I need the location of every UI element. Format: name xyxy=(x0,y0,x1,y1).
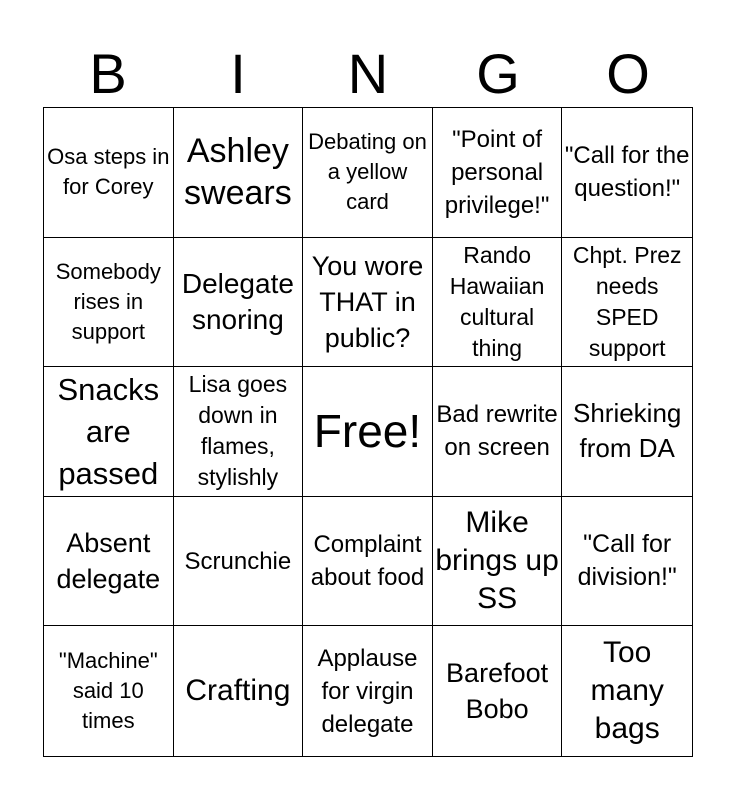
cell-text: Bad rewrite on screen xyxy=(436,401,558,462)
cell-text: Delegate snoring xyxy=(181,267,294,335)
bingo-cell[interactable] xyxy=(174,367,304,497)
header-letter-o: O xyxy=(606,42,650,105)
cell-text: Rando Hawaiian cultural thing xyxy=(449,241,545,361)
cell-text: "Point of personal privilege!" xyxy=(444,125,550,219)
cell-text: Somebody rises in support xyxy=(55,258,161,344)
bingo-cell[interactable] xyxy=(433,238,563,368)
header-letter-n: N xyxy=(347,42,389,105)
bingo-cell[interactable] xyxy=(433,626,563,756)
cell-text: Shrieking from DA xyxy=(572,398,682,464)
bingo-cell[interactable] xyxy=(44,497,174,627)
bingo-board xyxy=(43,107,693,757)
bingo-cell[interactable] xyxy=(174,626,304,756)
bingo-cell[interactable] xyxy=(44,367,174,497)
bingo-cell[interactable] xyxy=(433,108,563,238)
cell-text: Applause for virgin delegate xyxy=(317,644,418,738)
bingo-cell[interactable] xyxy=(433,497,563,627)
bingo-cell[interactable] xyxy=(174,497,304,627)
cell-text: Mike brings up SS xyxy=(435,506,559,616)
bingo-cell[interactable] xyxy=(174,108,304,238)
bingo-cell[interactable] xyxy=(433,367,563,497)
cell-text: Osa steps in for Corey xyxy=(47,144,170,200)
cell-text: Crafting xyxy=(185,674,291,708)
bingo-cell[interactable] xyxy=(303,108,433,238)
bingo-cell[interactable] xyxy=(562,108,692,238)
bingo-cell[interactable] xyxy=(44,238,174,368)
cell-text: Ashley swears xyxy=(184,132,292,213)
bingo-cell[interactable] xyxy=(174,238,304,368)
free-space-text: Free! xyxy=(313,405,422,458)
cell-text: Complaint about food xyxy=(310,531,425,592)
cell-text: Barefoot Bobo xyxy=(446,658,549,725)
bingo-cell[interactable] xyxy=(562,367,692,497)
cell-text: "Call for division!" xyxy=(577,530,677,592)
bingo-cell[interactable] xyxy=(562,497,692,627)
bingo-cell[interactable] xyxy=(303,497,433,627)
bingo-cell-free[interactable] xyxy=(303,367,433,497)
bingo-cell[interactable] xyxy=(562,626,692,756)
bingo-cell[interactable] xyxy=(303,238,433,368)
bingo-cell[interactable] xyxy=(44,626,174,756)
bingo-header xyxy=(43,40,693,108)
cell-text: Debating on a yellow card xyxy=(308,129,427,215)
cell-text: Absent delegate xyxy=(56,528,161,595)
header-letter-i: I xyxy=(230,42,246,105)
bingo-cell[interactable] xyxy=(562,238,692,368)
cell-text: Snacks are passed xyxy=(57,371,160,491)
header-letter-b: B xyxy=(89,42,127,105)
cell-text: "Machine" said 10 times xyxy=(58,648,158,734)
cell-text: Chpt. Prez needs SPED support xyxy=(572,241,682,361)
cell-text: Too many bags xyxy=(590,636,664,746)
cell-text: "Call for the question!" xyxy=(564,142,690,203)
bingo-cell[interactable] xyxy=(44,108,174,238)
header-letter-g: G xyxy=(476,42,520,105)
bingo-cell[interactable] xyxy=(303,626,433,756)
cell-text: You wore THAT in public? xyxy=(311,250,424,353)
cell-text: Lisa goes down in flames, stylishly xyxy=(188,371,288,491)
cell-text: Scrunchie xyxy=(184,547,292,575)
